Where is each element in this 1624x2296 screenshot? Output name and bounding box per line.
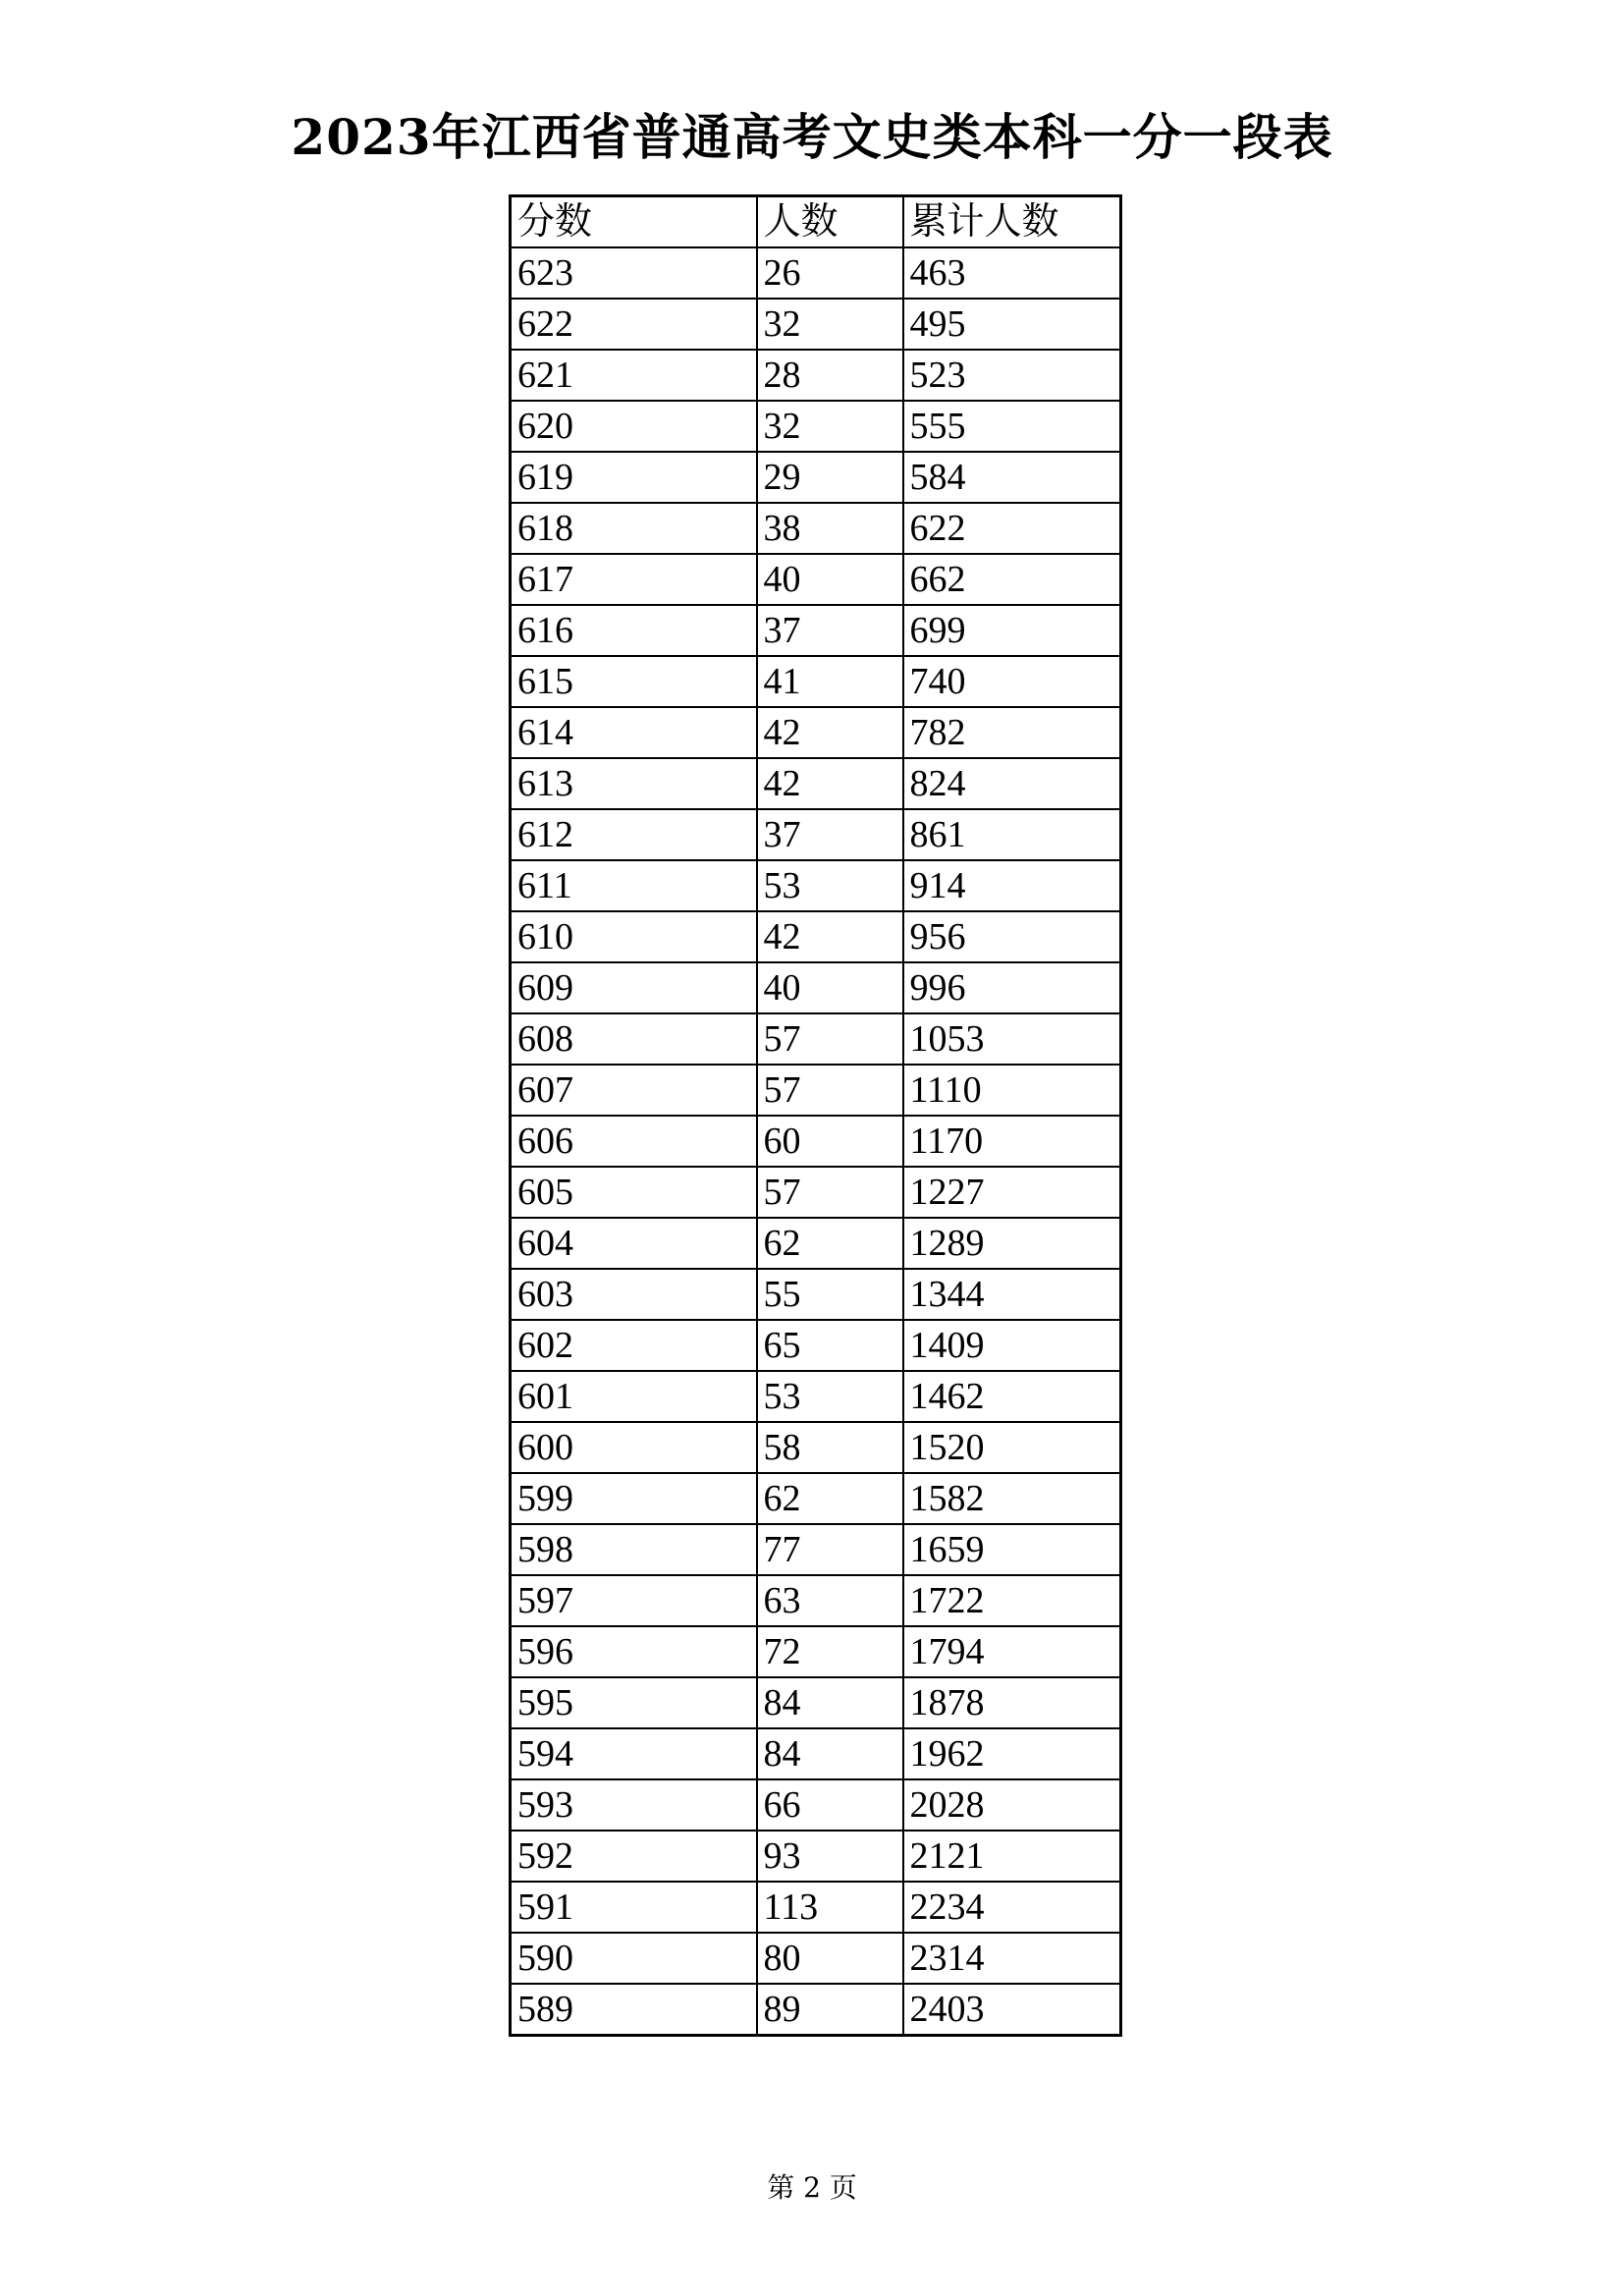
cumulative-cell: 1582: [903, 1473, 1121, 1524]
cumulative-cell: 2234: [903, 1882, 1121, 1933]
count-cell: 66: [757, 1779, 903, 1831]
table-row: [511, 809, 1121, 860]
cumulative-cell: 495: [903, 299, 1121, 350]
table-row: [511, 1269, 1121, 1320]
count-cell: 84: [757, 1728, 903, 1779]
count-cell: 28: [757, 350, 903, 401]
table-row: [511, 911, 1121, 962]
cumulative-cell: 782: [903, 707, 1121, 758]
count-cell: 40: [757, 962, 903, 1013]
score-cell: 600: [511, 1422, 757, 1473]
table-row: [511, 1779, 1121, 1831]
table-body: [511, 247, 1121, 2036]
score-cell: 596: [511, 1626, 757, 1677]
table-row: [511, 1116, 1121, 1167]
table-row: [511, 1677, 1121, 1728]
count-cell: 57: [757, 1013, 903, 1065]
count-cell: 93: [757, 1831, 903, 1882]
cumulative-cell: 1794: [903, 1626, 1121, 1677]
score-cell: 591: [511, 1882, 757, 1933]
count-cell: 113: [757, 1882, 903, 1933]
count-cell: 42: [757, 758, 903, 809]
cumulative-cell: 2403: [903, 1984, 1121, 2036]
cumulative-cell: 584: [903, 452, 1121, 503]
table-row: [511, 247, 1121, 299]
table-row: [511, 707, 1121, 758]
count-cell: 29: [757, 452, 903, 503]
table-row: [511, 1626, 1121, 1677]
cumulative-cell: 956: [903, 911, 1121, 962]
score-distribution-table: [509, 194, 1122, 2037]
table-row: [511, 350, 1121, 401]
count-cell: 57: [757, 1167, 903, 1218]
count-cell: 84: [757, 1677, 903, 1728]
cumulative-cell: 1344: [903, 1269, 1121, 1320]
cumulative-cell: 523: [903, 350, 1121, 401]
cumulative-cell: 2028: [903, 1779, 1121, 1831]
table-row: [511, 1882, 1121, 1933]
score-cell: 602: [511, 1320, 757, 1371]
count-cell: 37: [757, 809, 903, 860]
cumulative-cell: 1659: [903, 1524, 1121, 1575]
score-cell: 618: [511, 503, 757, 554]
score-cell: 621: [511, 350, 757, 401]
cumulative-cell: 996: [903, 962, 1121, 1013]
score-cell: 590: [511, 1933, 757, 1984]
score-cell: 613: [511, 758, 757, 809]
count-cell: 37: [757, 605, 903, 656]
count-cell: 89: [757, 1984, 903, 2036]
table-row: [511, 401, 1121, 452]
table-row: [511, 1524, 1121, 1575]
table-row: [511, 1013, 1121, 1065]
table-row: [511, 1065, 1121, 1116]
count-cell: 53: [757, 860, 903, 911]
cumulative-cell: 2314: [903, 1933, 1121, 1984]
score-cell: 589: [511, 1984, 757, 2036]
score-cell: 614: [511, 707, 757, 758]
cumulative-cell: 824: [903, 758, 1121, 809]
cumulative-cell: 1962: [903, 1728, 1121, 1779]
table-row: [511, 1371, 1121, 1422]
score-cell: 601: [511, 1371, 757, 1422]
table-header-row: [511, 196, 1121, 248]
table-row: [511, 1984, 1121, 2036]
cumulative-cell: 555: [903, 401, 1121, 452]
cumulative-cell: 1878: [903, 1677, 1121, 1728]
score-cell: 610: [511, 911, 757, 962]
score-cell: 616: [511, 605, 757, 656]
table-row: [511, 503, 1121, 554]
count-cell: 72: [757, 1626, 903, 1677]
cumulative-cell: 1110: [903, 1065, 1121, 1116]
table-row: [511, 656, 1121, 707]
count-cell: 62: [757, 1473, 903, 1524]
count-cell: 41: [757, 656, 903, 707]
table-row: [511, 1167, 1121, 1218]
table-row: [511, 299, 1121, 350]
count-cell: 57: [757, 1065, 903, 1116]
cumulative-cell: 1289: [903, 1218, 1121, 1269]
table-row: [511, 1831, 1121, 1882]
cumulative-cell: 463: [903, 247, 1121, 299]
score-cell: 594: [511, 1728, 757, 1779]
count-cell: 63: [757, 1575, 903, 1626]
count-cell: 42: [757, 911, 903, 962]
count-cell: 38: [757, 503, 903, 554]
score-cell: 593: [511, 1779, 757, 1831]
score-cell: 606: [511, 1116, 757, 1167]
cumulative-cell: 622: [903, 503, 1121, 554]
cumulative-cell: 699: [903, 605, 1121, 656]
count-cell: 40: [757, 554, 903, 605]
count-cell: 42: [757, 707, 903, 758]
score-cell: 611: [511, 860, 757, 911]
table-row: [511, 860, 1121, 911]
table-row: [511, 1575, 1121, 1626]
cumulative-cell: 1409: [903, 1320, 1121, 1371]
table-row: [511, 1933, 1121, 1984]
score-cell: 617: [511, 554, 757, 605]
page-title: 2023年江西省普通高考文史类本科一分一段表: [291, 108, 1333, 166]
header-count: 人数: [757, 196, 903, 248]
score-cell: 608: [511, 1013, 757, 1065]
count-cell: 62: [757, 1218, 903, 1269]
score-cell: 597: [511, 1575, 757, 1626]
score-cell: 622: [511, 299, 757, 350]
cumulative-cell: 1053: [903, 1013, 1121, 1065]
table-row: [511, 605, 1121, 656]
score-cell: 595: [511, 1677, 757, 1728]
score-cell: 612: [511, 809, 757, 860]
cumulative-cell: 2121: [903, 1831, 1121, 1882]
count-cell: 65: [757, 1320, 903, 1371]
table-row: [511, 452, 1121, 503]
table-row: [511, 554, 1121, 605]
header-cumulative: 累计人数: [903, 196, 1121, 248]
table-row: [511, 1320, 1121, 1371]
cumulative-cell: 914: [903, 860, 1121, 911]
cumulative-cell: 740: [903, 656, 1121, 707]
score-cell: 604: [511, 1218, 757, 1269]
cumulative-cell: 1170: [903, 1116, 1121, 1167]
cumulative-cell: 662: [903, 554, 1121, 605]
score-cell: 603: [511, 1269, 757, 1320]
header-score: 分数: [511, 196, 757, 248]
cumulative-cell: 1520: [903, 1422, 1121, 1473]
page-number: 第 2 页: [767, 2171, 857, 2204]
count-cell: 77: [757, 1524, 903, 1575]
score-cell: 620: [511, 401, 757, 452]
count-cell: 55: [757, 1269, 903, 1320]
count-cell: 58: [757, 1422, 903, 1473]
table-row: [511, 1218, 1121, 1269]
count-cell: 60: [757, 1116, 903, 1167]
table-row: [511, 1728, 1121, 1779]
score-cell: 599: [511, 1473, 757, 1524]
cumulative-cell: 861: [903, 809, 1121, 860]
count-cell: 53: [757, 1371, 903, 1422]
table-row: [511, 1473, 1121, 1524]
score-cell: 605: [511, 1167, 757, 1218]
count-cell: 32: [757, 401, 903, 452]
score-cell: 609: [511, 962, 757, 1013]
table-row: [511, 1422, 1121, 1473]
cumulative-cell: 1722: [903, 1575, 1121, 1626]
count-cell: 26: [757, 247, 903, 299]
count-cell: 80: [757, 1933, 903, 1984]
table-row: [511, 962, 1121, 1013]
cumulative-cell: 1227: [903, 1167, 1121, 1218]
score-cell: 615: [511, 656, 757, 707]
table-row: [511, 758, 1121, 809]
score-cell: 598: [511, 1524, 757, 1575]
count-cell: 32: [757, 299, 903, 350]
cumulative-cell: 1462: [903, 1371, 1121, 1422]
score-cell: 619: [511, 452, 757, 503]
score-cell: 607: [511, 1065, 757, 1116]
score-cell: 592: [511, 1831, 757, 1882]
score-cell: 623: [511, 247, 757, 299]
